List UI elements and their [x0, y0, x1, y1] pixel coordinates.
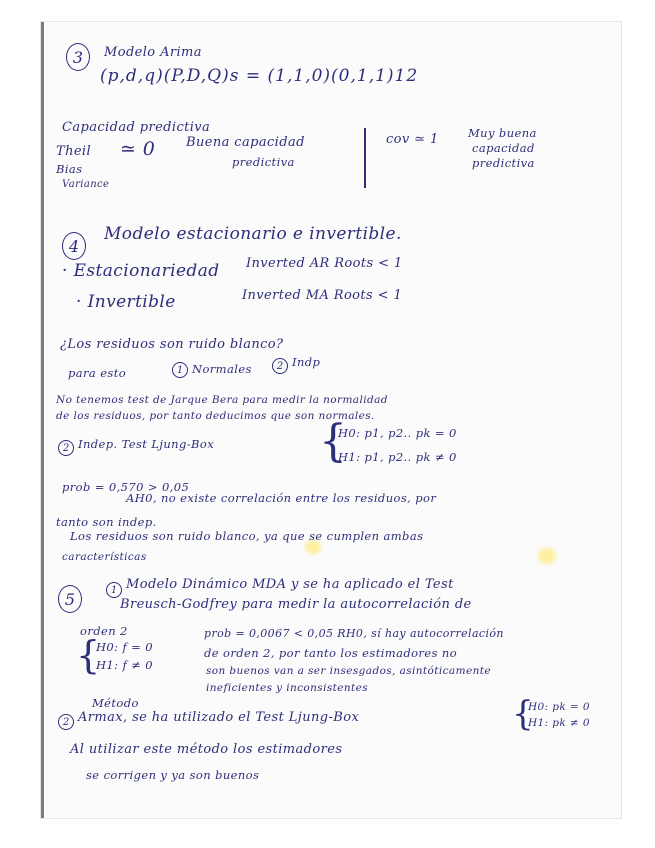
covariance-label: cov ≃ 1 — [386, 132, 439, 147]
page-edge — [41, 22, 44, 818]
probability-value: prob = 0,0067 < 0,05 RH0, sí hay autocorrelación — [204, 627, 504, 640]
conclusion-line: AH0, no existe correlación entre los residuos, por — [126, 491, 437, 505]
section-title: Modelo Arima — [104, 45, 202, 60]
step-number-2: 2 — [58, 714, 74, 730]
section5-line-1: Modelo Dinámico MDA y se ha aplicado el Test — [126, 577, 454, 592]
section-number-3: 3 — [66, 43, 90, 71]
normal-label: Normales — [192, 362, 252, 376]
hypothesis-brace: { — [76, 633, 101, 677]
probability-value: prob = 0,570 > 0,05 — [62, 480, 190, 494]
invertible-value: Inverted MA Roots < 1 — [242, 288, 403, 303]
for-this-label: para esto — [68, 366, 127, 380]
alt-hypothesis: H1: p1, p2.. pk ≠ 0 — [338, 450, 457, 464]
section5-line-6: Al utilizar este método los estimadores — [70, 742, 343, 757]
hypothesis-brace: { — [319, 416, 347, 467]
armax-line: Armax, se ha utilizado el Test Ljung-Box — [78, 710, 360, 725]
highlighter-mark — [538, 548, 556, 564]
residuals-line-3: tanto son indep. — [56, 515, 157, 529]
good-capacity: Buena capacidad — [186, 135, 305, 150]
residuals-line-1: No tenemos test de Jarque Bera para medir la normalidad — [56, 394, 388, 406]
section-number-5: 5 — [58, 585, 82, 613]
stationarity-value: Inverted AR Roots < 1 — [246, 256, 403, 271]
section5-line-4: son buenos van a ser insesgados, asintóticamente — [206, 665, 491, 677]
null-hypothesis: H0: p1, p2.. pk = 0 — [338, 426, 457, 440]
hypothesis-brace: { — [512, 694, 534, 734]
section-number-4: 4 — [62, 232, 86, 260]
residuals-line-2: de los residuos, por tanto deducimos que son normales. — [56, 410, 375, 422]
order-label: orden 2 — [80, 624, 128, 638]
predictive-label-2: predictiva — [472, 156, 535, 170]
invertible-label: · Invertible — [76, 292, 176, 312]
step-number-2: 2 — [58, 440, 74, 456]
alt-hypothesis: H1: f ≠ 0 — [96, 658, 153, 672]
step-number-1: 1 — [106, 582, 122, 598]
section5-line-3: de orden 2, por tanto los estimadores no — [204, 646, 458, 660]
residuals-line-4: Los residuos son ruido blanco, ya que se cumplen ambas — [70, 529, 424, 543]
step-number-2: 2 — [272, 358, 288, 374]
null-hypothesis: H0: pk = 0 — [528, 701, 590, 713]
null-hypothesis: H0: f = 0 — [96, 640, 153, 654]
residuals-line-5: características — [62, 551, 147, 563]
bias-label: Bias — [56, 162, 83, 176]
section5-line-2: Breusch-Godfrey para medir la autocorrelación de — [120, 597, 472, 612]
predictive-label: predictiva — [232, 155, 295, 169]
alt-hypothesis: H1: pk ≠ 0 — [528, 717, 590, 729]
predictive-capacity-heading: Capacidad predictiva — [62, 120, 211, 135]
stationarity-label: · Estacionariedad — [62, 261, 220, 281]
independence-test: Indep. Test Ljung-Box — [78, 437, 215, 451]
method-label: Método — [92, 696, 139, 710]
approx-zero: ≃ 0 — [120, 138, 156, 160]
divider-line — [364, 128, 366, 188]
section5-line-7: se corrigen y ya son buenos — [86, 768, 260, 782]
residuals-question: ¿Los residuos son ruido blanco? — [60, 337, 284, 352]
arima-formula: (p,d,q)(P,D,Q)s = (1,1,0)(0,1,1)12 — [100, 66, 419, 86]
very-good-label: Muy buena — [468, 126, 537, 140]
variance-label: Variance — [62, 179, 110, 190]
capacity-label: capacidad — [472, 141, 535, 155]
theil-label: Theil — [56, 144, 92, 159]
section5-line-5: ineficientes y inconsistentes — [206, 682, 369, 694]
indep-label: Indp — [292, 355, 321, 369]
section-title: Modelo estacionario e invertible. — [104, 224, 402, 244]
step-number-1: 1 — [172, 362, 188, 378]
